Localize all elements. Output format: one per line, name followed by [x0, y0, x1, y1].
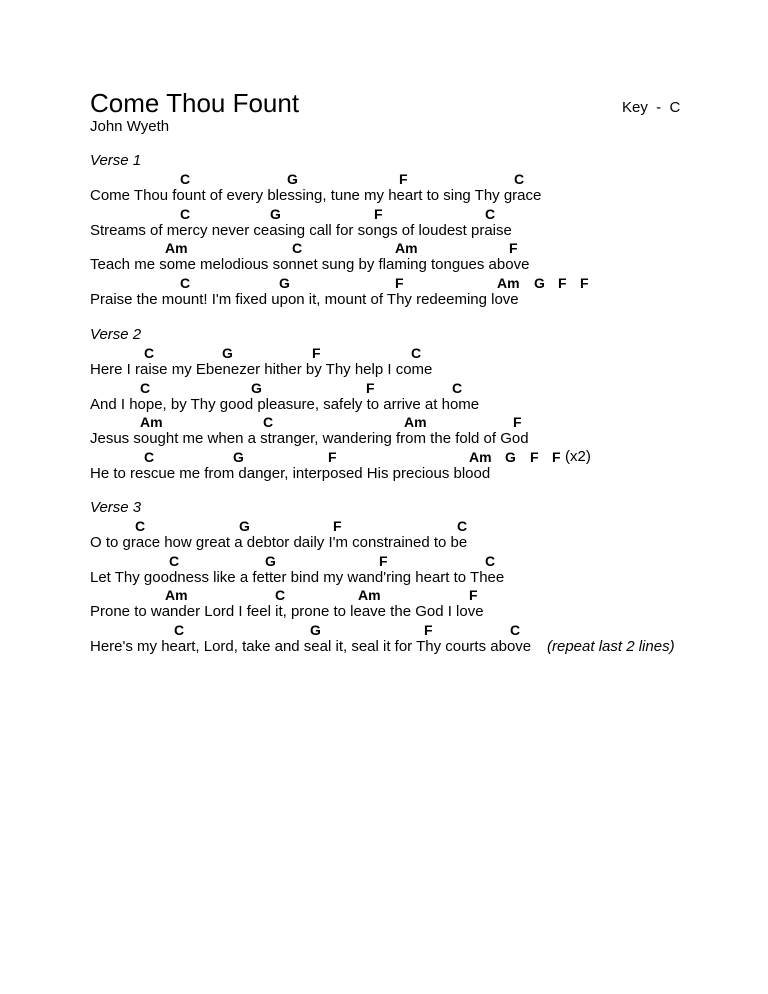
chord-label: F [580, 274, 589, 291]
chord-label: F [552, 448, 561, 465]
chord-label: G [270, 205, 281, 222]
chord-label: Am [469, 448, 492, 465]
chord-label: C [263, 414, 274, 430]
chord-label: G [534, 274, 545, 291]
lyric-line: O to grace how great a debtor daily I'm constrained to be [90, 534, 468, 551]
chord-label: F [333, 518, 342, 534]
song-author: John Wyeth [90, 118, 170, 135]
chord-label: Am [395, 240, 418, 256]
chord-label: F [509, 240, 518, 256]
repeat-marker: (x2) [565, 447, 591, 465]
chord-label: C [510, 621, 521, 638]
chord-label: G [505, 448, 516, 465]
chord-label: C [174, 621, 185, 638]
chord-label: F [513, 414, 522, 430]
chord-label: C [135, 518, 146, 534]
chord-label: F [424, 621, 433, 638]
chord-label: G [265, 552, 276, 569]
chord-label: Am [140, 414, 163, 430]
section-heading: Verse 1 [90, 152, 142, 169]
chord-label: G [222, 345, 233, 361]
chord-label: C [144, 345, 155, 361]
chord-label: F [469, 587, 478, 603]
chord-label: C [485, 205, 496, 222]
chord-label: Am [404, 414, 427, 430]
chord-label: F [328, 448, 337, 465]
chord-label: C [144, 448, 155, 465]
lyric-line: He to rescue me from danger, interposed His precious blood [90, 464, 491, 482]
chord-label: C [169, 552, 180, 569]
chord-label: Am [497, 274, 520, 291]
chord-label: G [287, 171, 298, 187]
chord-label: F [530, 448, 539, 465]
chord-label: F [379, 552, 388, 569]
chord-label: C [180, 171, 191, 187]
chord-label: F [395, 274, 404, 291]
chord-label: F [558, 274, 567, 291]
chord-label: G [239, 518, 250, 534]
chord-label: C [180, 274, 191, 291]
song-title: Come Thou Fount [90, 88, 300, 118]
section-heading: Verse 2 [90, 326, 142, 343]
lyric-line: Praise the mount! I'm fixed upon it, mount of Thy redeeming love [90, 290, 519, 308]
chord-label: F [312, 345, 321, 361]
chord-label: G [279, 274, 290, 291]
chord-label: C [452, 379, 463, 396]
lyric-line: And I hope, by Thy good pleasure, safely to arrive at home [90, 395, 480, 413]
lyric-line: Let Thy goodness like a fetter bind my wand'ring heart to Thee [90, 568, 505, 586]
chord-label: Am [165, 587, 188, 603]
chord-label: C [514, 171, 525, 187]
chord-label: C [180, 205, 191, 222]
repeat-note: (repeat last 2 lines) [547, 637, 675, 655]
chord-label: C [457, 518, 468, 534]
chord-label: G [233, 448, 244, 465]
chord-label: Am [358, 587, 381, 603]
lyric-line: Come Thou fount of every blessing, tune my heart to sing Thy grace [90, 187, 542, 204]
lyric-line: Prone to wander Lord I feel it, prone to leave the God I love [90, 603, 484, 620]
chord-label: C [140, 379, 151, 396]
chord-label: F [399, 171, 408, 187]
song-key: Key - C [622, 99, 681, 116]
lyric-line: Streams of mercy never ceasing call for songs of loudest praise [90, 221, 512, 239]
chord-label: G [310, 621, 321, 638]
chord-label: F [374, 205, 383, 222]
chord-label: C [485, 552, 496, 569]
chord-label: F [366, 379, 375, 396]
chord-label: C [275, 587, 286, 603]
section-heading: Verse 3 [90, 499, 142, 516]
lyric-line: Here's my heart, Lord, take and seal it, seal it for Thy courts above [90, 637, 532, 655]
lyric-line: Jesus sought me when a stranger, wandering from the fold of God [90, 430, 529, 447]
lyric-line: Here I raise my Ebenezer hither by Thy help I come [90, 361, 433, 378]
chord-label: C [292, 240, 303, 256]
chord-label: G [251, 379, 262, 396]
chord-label: C [411, 345, 422, 361]
chord-label: Am [165, 240, 188, 256]
lyric-line: Teach me some melodious sonnet sung by flaming tongues above [90, 256, 530, 273]
